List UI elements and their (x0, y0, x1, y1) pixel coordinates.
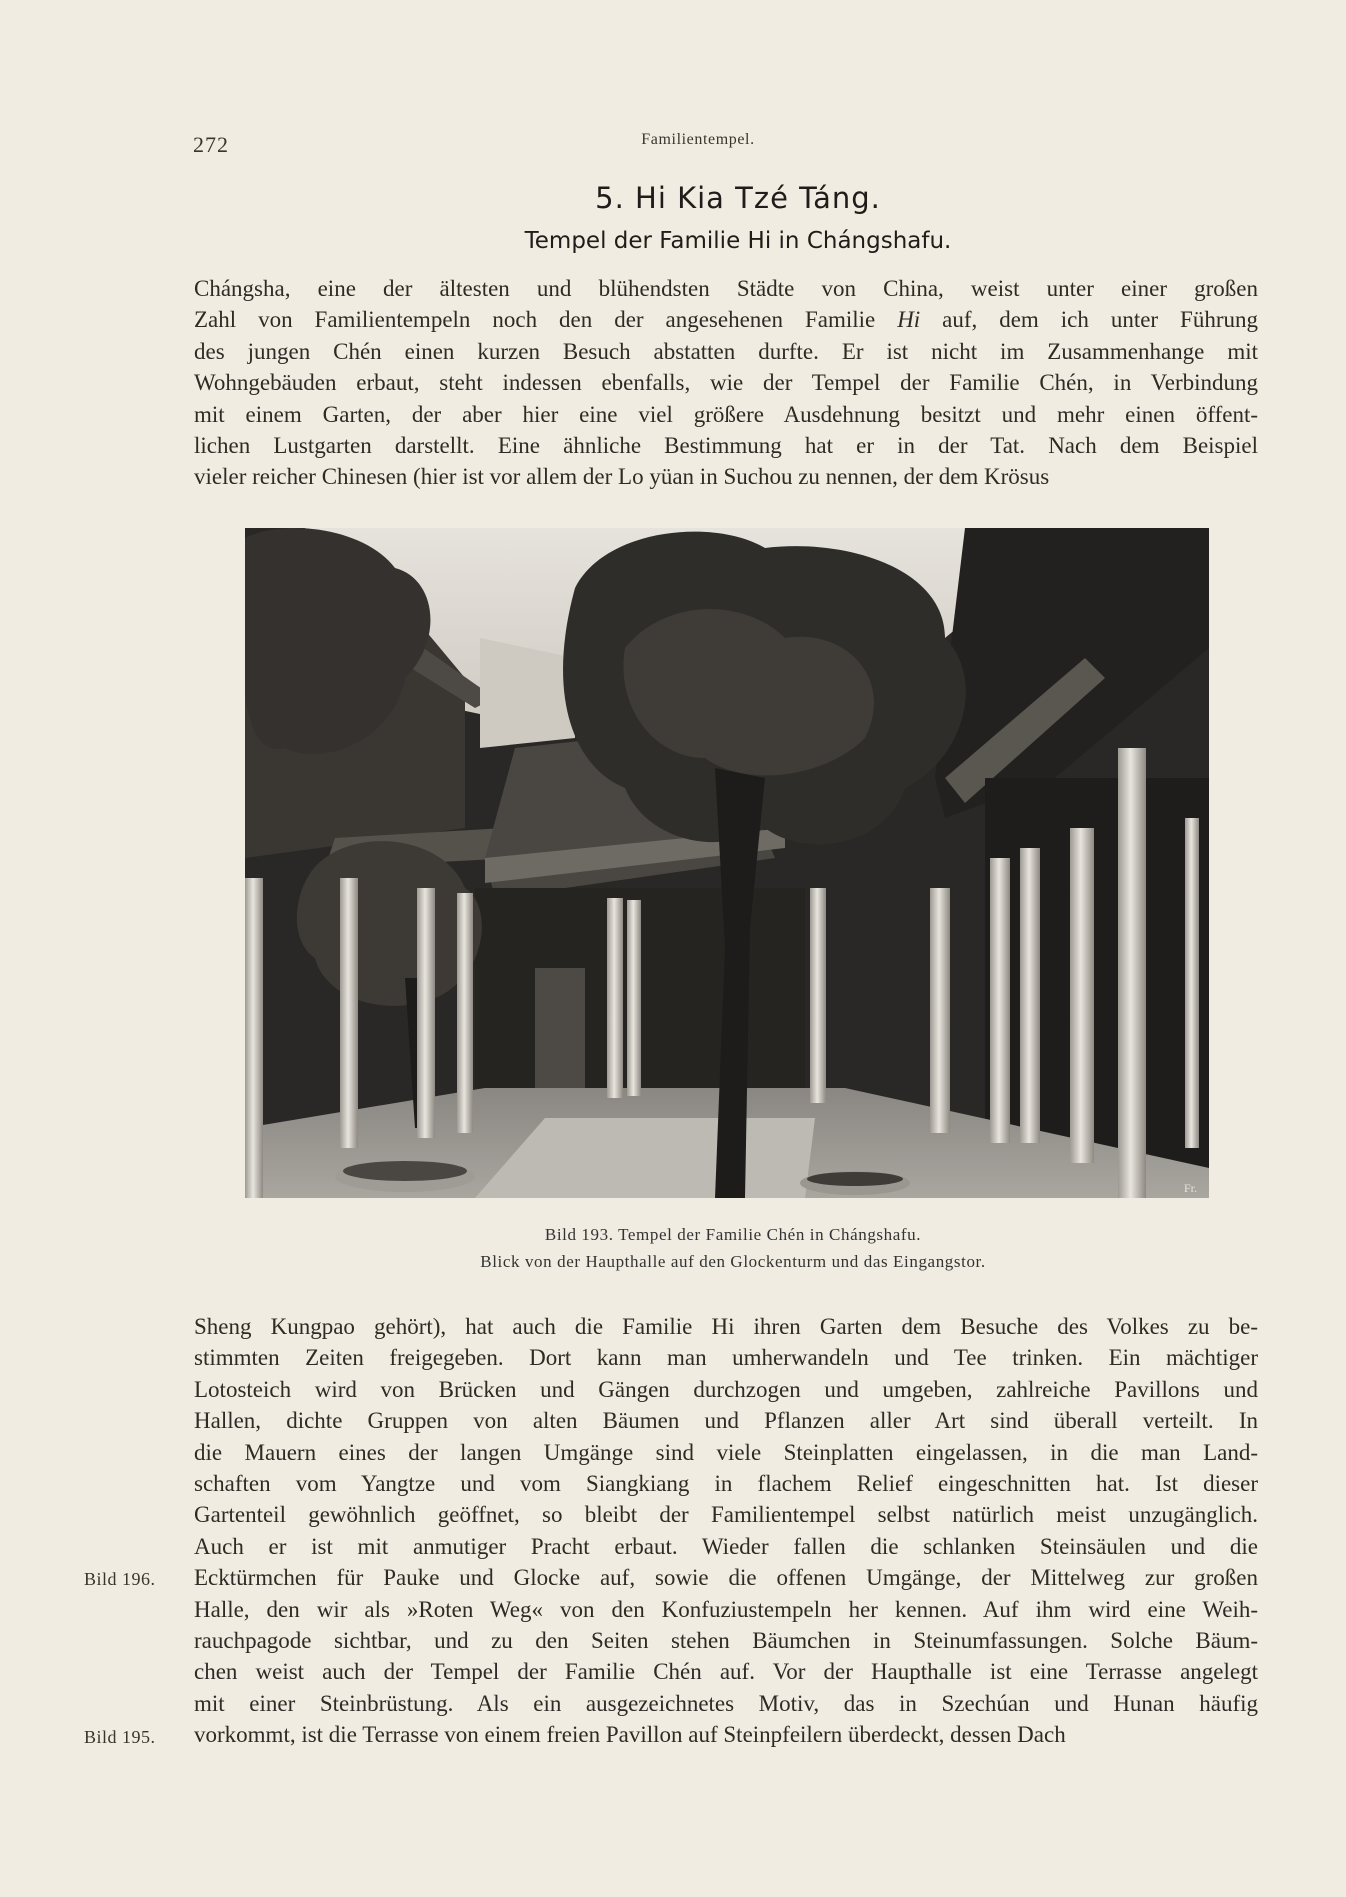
text-line: vorkommt, ist die Terrasse von einem freien Pavillon auf Steinpfeilern überdeckt, dessen Dach (194, 1722, 1066, 1748)
text-line: stimmten Zeiten freigegeben. Dort kann man umherwandeln und Tee trinken. Ein mächtiger (194, 1345, 1258, 1371)
temple-photograph (245, 528, 1209, 1198)
figure-caption-line-2: Blick von der Haupthalle auf den Glockenturm und das Eingangstor. (480, 1252, 986, 1271)
text-line: schaften vom Yangtze und vom Siangkiang in flachem Relief eingeschnitten hat. Ist dieser (194, 1471, 1258, 1497)
margin-note-bild-195: Bild 195. (84, 1727, 156, 1747)
text-line: Lotosteich wird von Brücken und Gängen durchzogen und umgeben, zahlreiche Pavillons und (194, 1376, 1258, 1402)
text-line: Halle, den wir als »Roten Weg« von den Konfuziustempeln her kennen. Auf ihm wird eine Weih- (194, 1596, 1258, 1622)
text-line: Gartenteil gewöhnlich geöffnet, so bleibt der Familientempel selbst natürlich meist unzugänglich. (194, 1502, 1258, 1528)
text-line: Auch er ist mit anmutiger Pracht erbaut. Wieder fallen die schlanken Steinsäulen und die (194, 1533, 1258, 1559)
text-line: Hallen, dichte Gruppen von alten Bäumen und Pflanzen aller Art sind überall verteilt. In (194, 1408, 1258, 1434)
text-line: Wohngebäuden erbaut, steht indessen ebenfalls, wie der Tempel der Familie Chén, in Verbindung (194, 370, 1258, 396)
section-title: 5. Hi Kia Tzé Táng. (595, 181, 881, 215)
text-line: Chángsha, eine der ältesten und blühendsten Städte von China, weist unter einer großen (194, 276, 1258, 301)
figure-caption-line-1: Bild 193. Tempel der Familie Chén in Chángshafu. (544, 1225, 922, 1244)
photo-monogram: Fr. (1183, 1181, 1197, 1195)
paragraph-1 (194, 273, 1258, 493)
text-line: lichen Lustgarten darstellt. Eine ähnliche Bestimmung hat er in der Tat. Nach dem Beispiel (194, 433, 1258, 459)
text-line: rauchpagode sichtbar, und zu den Seiten stehen Bäumchen in Steinumfassungen. Solche Bäum- (194, 1628, 1258, 1654)
text-line: des jungen Chén einen kurzen Besuch abstatten durfte. Er ist nicht im Zusammenhange mit (194, 338, 1258, 364)
text-line: vieler reicher Chinesen (hier ist vor allem der Lo yüan in Suchou zu nennen, der dem Krösus (194, 464, 1050, 490)
text-line: Sheng Kungpao gehört), hat auch die Familie Hi ihren Garten dem Besuche des Volkes zu be- (194, 1314, 1258, 1339)
page-number: 272 (193, 132, 229, 157)
text-line: chen weist auch der Tempel der Familie Chén auf. Vor der Haupthalle ist eine Terrasse angelegt (194, 1659, 1258, 1685)
text-line: mit einem Garten, der aber hier eine viel größere Ausdehnung besitzt und mehr einen öffent- (194, 401, 1258, 427)
text-line: die Mauern eines der langen Umgänge sind viele Steinplatten eingelassen, in die man Land- (194, 1439, 1258, 1465)
section-subtitle: Tempel der Familie Hi in Chángshafu. (524, 228, 952, 254)
text-line: mit einer Steinbrüstung. Als ein ausgezeichnetes Motiv, das in Szechúan und Hunan häufig (194, 1690, 1258, 1716)
paragraph-2 (194, 1311, 1258, 1751)
text-line: Zahl von Familientempeln noch den der angesehenen Familie Hi auf, dem ich unter Führung (194, 307, 1258, 333)
running-header: Familientempel. (641, 131, 755, 148)
family-name-emphasis: Hi (897, 307, 921, 333)
margin-note-bild-196: Bild 196. (84, 1569, 156, 1589)
text-line: Ecktürmchen für Pauke und Glocke auf, sowie die offenen Umgänge, der Mittelweg zur großen (194, 1565, 1258, 1591)
